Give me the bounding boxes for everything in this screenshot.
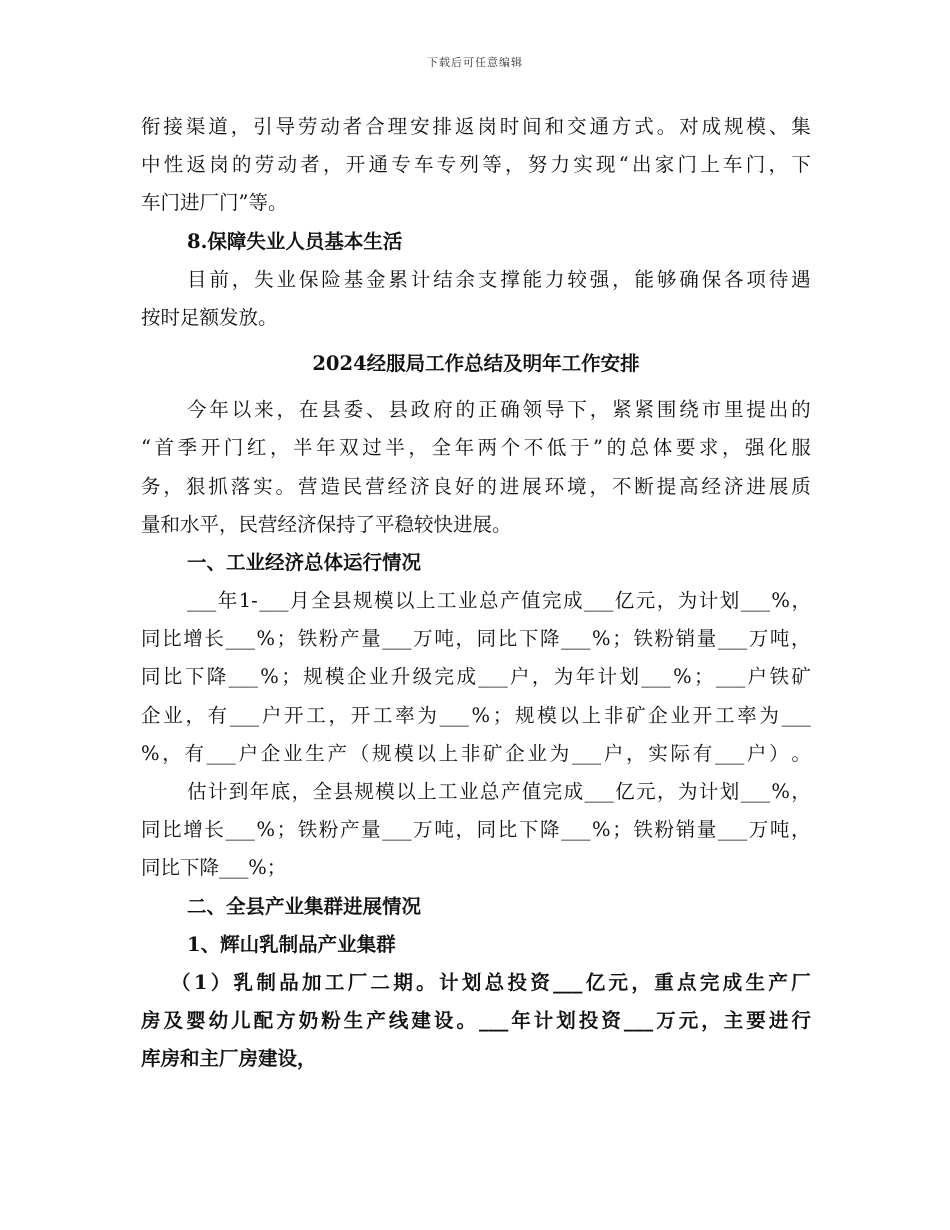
paragraph-line: 车门进厂门”等。 <box>141 191 288 215</box>
section-heading: 8.保障失业人员基本生活 <box>187 229 403 253</box>
paragraph-line: 同 比 增 长 ___ % ； 铁 粉 产 量 ___ 万 吨 ， 同 比 下 降 ___ % ； 铁 粉 销 量 ___ 万 吨 ， <box>141 818 811 842</box>
paragraph-line: 同 比 下 降 ___ % ； 规 模 企 业 升 级 完 成 ___ 户 ， 为 年 计 划 ___ % ； ___ 户 铁 矿 <box>141 665 811 689</box>
document-body <box>141 108 811 1079</box>
paragraph-line: 同比下降___%； <box>141 856 287 880</box>
paragraph-line: 估 计 到 年 底 ， 全 县 规 模 以 上 工 业 总 产 值 完 成 ___ 亿 元 ， 为 计 划 ___ % ， <box>187 780 811 803</box>
paragraph-line: 库房和主厂房建设， <box>141 1047 317 1071</box>
paragraph-line: 按时足额发放。 <box>141 305 278 329</box>
section-heading: 一、工业经济总体运行情况 <box>187 550 422 574</box>
paragraph-line: ___ 年 1- ___ 月 全 县 规 模 以 上 工 业 总 产 值 完 成 ___ 亿 元 ， 为 计 划 ___ % ， <box>187 589 811 613</box>
paragraph-line: 务 ， 狠 抓 落 实 。 营 造 民 营 经 济 良 好 的 进 展 环 境 ， 不 断 提 高 经 济 进 展 质 <box>141 474 811 498</box>
paragraph-line: 中 性 返 岗 的 劳 动 者 ， 开 通 专 车 专 列 等 ， 努 力 实 现 “ 出 家 门 上 车 门 ， 下 <box>141 153 811 177</box>
section-title: 2024经服局工作总结及明年工作安排 <box>312 352 640 376</box>
paragraph-line: “ 首 季 开 门 红 ， 半 年 双 过 半 ， 全 年 两 个 不 低 于 ” 的 总 体 要 求 ， 强 化 服 <box>141 436 811 460</box>
paragraph-line: 今 年 以 来 ， 在 县 委 、 县 政 府 的 正 确 领 导 下 ， 紧 紧 围 绕 市 里 提 出 的 <box>187 398 811 422</box>
paragraph-line: 衔 接 渠 道 ， 引 导 劳 动 者 合 理 安 排 返 岗 时 间 和 交 通 方 式 。 对 成 规 模 、 集 <box>141 115 811 138</box>
section-heading: 二、全县产业集群进展情况 <box>187 894 422 918</box>
paragraph-line: % ， 有 ___ 户 企 业 生 产 （ 规 模 以 上 非 矿 企 业 为 ___ 户 ， 实 际 有 ___ 户 ） 。 <box>141 741 811 765</box>
paragraph-line: 同 比 增 长 ___ % ； 铁 粉 产 量 ___ 万 吨 ， 同 比 下 降 ___ % ； 铁 粉 销 量 ___ 万 吨 ， <box>141 627 811 651</box>
section-heading: 1、辉山乳制品产业集群 <box>187 932 396 956</box>
paragraph-line: 目 前 ， 失 业 保 险 基 金 累 计 结 余 支 撑 能 力 较 强 ， 能 够 确 保 各 项 待 遇 <box>187 267 811 291</box>
page-header-note: 下载后可任意编辑 <box>427 56 523 69</box>
paragraph-line: 企 业 ， 有 ___ 户 开 工 ， 开 工 率 为 ___ % ； 规 模 以 上 非 矿 企 业 开 工 率 为 ___ <box>141 703 811 727</box>
paragraph-line: （ 1 ） 乳 制 品 加 工 厂 二 期 。 计 划 总 投 资 ___ 亿 元 ， 重 点 完 成 生 产 厂 <box>171 970 811 994</box>
paragraph-line: 量和水平，民营经济保持了平稳较快进展。 <box>141 512 512 536</box>
paragraph-line: 房 及 婴 幼 儿 配 方 奶 粉 生 产 线 建 设 。 ___ 年 计 划 投 资 ___ 万 元 ， 主 要 进 行 <box>141 1009 811 1033</box>
